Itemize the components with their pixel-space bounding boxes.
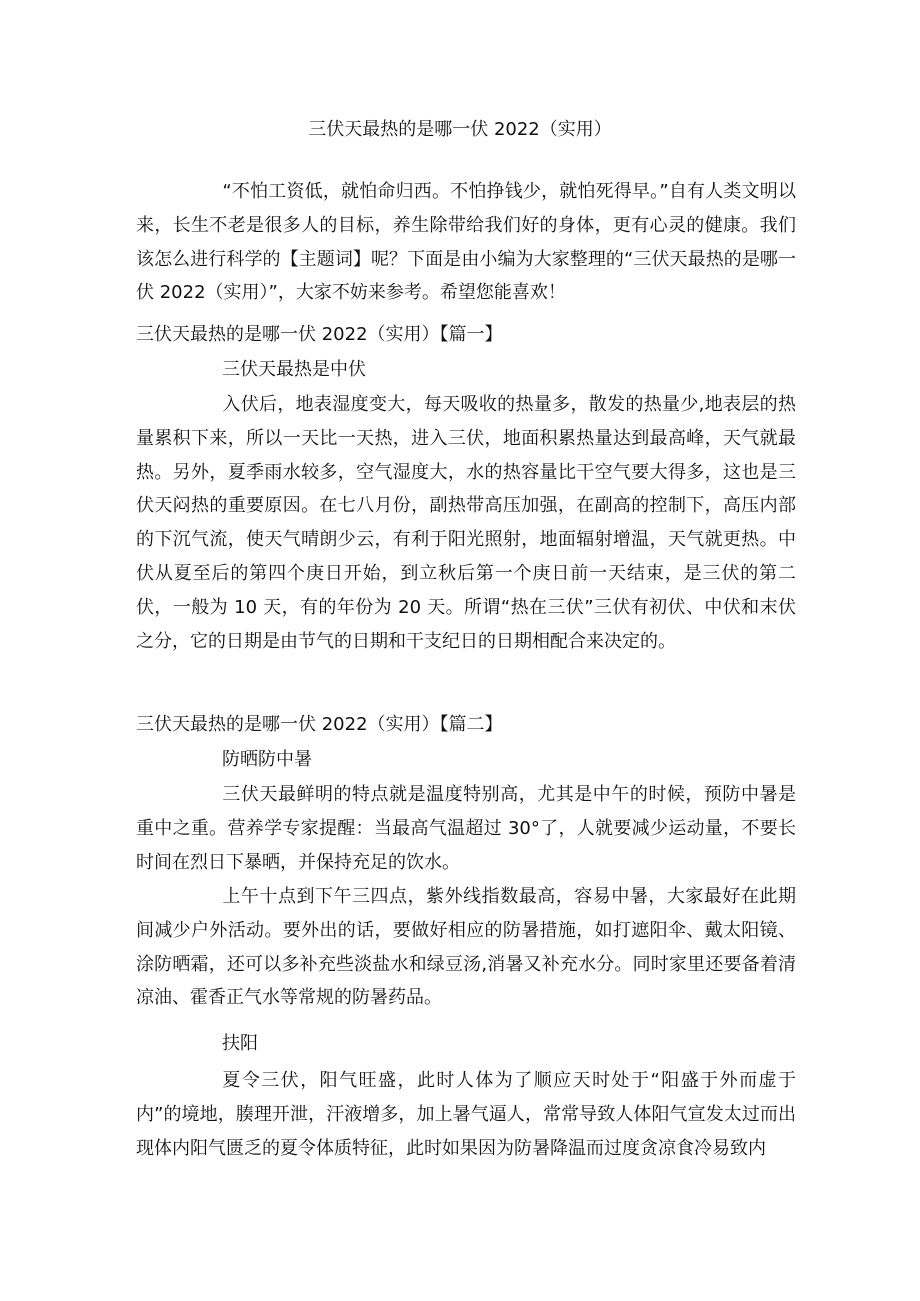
section2-subheading-sunscreen: 防晒防中暑 <box>222 749 312 770</box>
section1-paragraph: 入伏后，地表湿度变大，每天吸收的热量多，散发的热量少,地表层的热量累积下来，所以一天比一天热，进入三伏，地面积累热量达到最高峰，天气就最热。另外，夏季雨水较多，空气湿度大，水的热容量比干空气要大得多，这也是三伏天闷热的重要原因。在七八月份，副热带高压加强，在副高的控制下，高压内部的下沉气流，使天气晴朗少云，有利于阳光照射，地面辐射增温，天气就更热。中伏从夏至后的第四个庚日开始，到立秋后第一个庚日前一天结束，是三伏的第二伏，一般为 10 天，有的年份为 20 天。所谓“热在三伏”三伏有初伏、中伏和末伏之分，它的日期是由节气的日期和干支纪日的日期相配合来决定的。 <box>136 394 796 652</box>
section2-heading: 三伏天最热的是哪一伏 2022（实用）【篇二】 <box>136 714 503 735</box>
intro-paragraph: “不怕工资低，就怕命归西。不怕挣钱少，就怕死得早。”自有人类文明以来，长生不老是很多人的目标，养生除带给我们好的身体，更有心灵的健康。我们该怎么进行科学的【主题词】呢？下面是由小编为大家整理的“三伏天最热的是哪一伏 2022（实用）”，大家不妨来参考。希望您能喜欢！ <box>136 181 796 304</box>
section1-heading: 三伏天最热的是哪一伏 2022（实用）【篇一】 <box>136 324 503 345</box>
section2-paragraph-3: 夏令三伏，阳气旺盛，此时人体为了顺应天时处于“阳盛于外而虚于内”的境地，腠理开泄，汗液增多，加上暑气逼人，常常导致人体阳气宣发太过而出现体内阳气匮乏的夏令体质特征，此时如果因为防暑降温而过度贪凉食冷易致内 <box>136 1070 796 1159</box>
section2-subheading-yang: 扶阳 <box>222 1033 258 1054</box>
section2-block-1 <box>136 778 796 879</box>
section1-block <box>136 388 796 658</box>
section2-paragraph-2: 上午十点到下午三四点，紫外线指数最高，容易中暑，大家最好在此期间减少户外活动。要外出的话，要做好相应的防暑措施，如打遮阳伞、戴太阳镜、涂防晒霜，还可以多补充些淡盐水和绿豆汤,消暑又补充水分。同时家里还要备着清凉油、霍香正气水等常规的防暑药品。 <box>136 886 796 1009</box>
section2-block-2 <box>136 880 796 1015</box>
document-title: 三伏天最热的是哪一伏 2022（实用） <box>308 119 612 140</box>
section2-paragraph-1: 三伏天最鲜明的特点就是温度特别高，尤其是中午的时候，预防中暑是重中之重。营养学专家提醒：当最高气温超过 30°了，人就要减少运动量，不要长时间在烈日下暴晒，并保持充足的饮水。 <box>136 784 796 873</box>
intro-block <box>136 175 796 310</box>
section1-subheading: 三伏天最热是中伏 <box>222 359 366 380</box>
section2-block-3 <box>136 1064 796 1165</box>
